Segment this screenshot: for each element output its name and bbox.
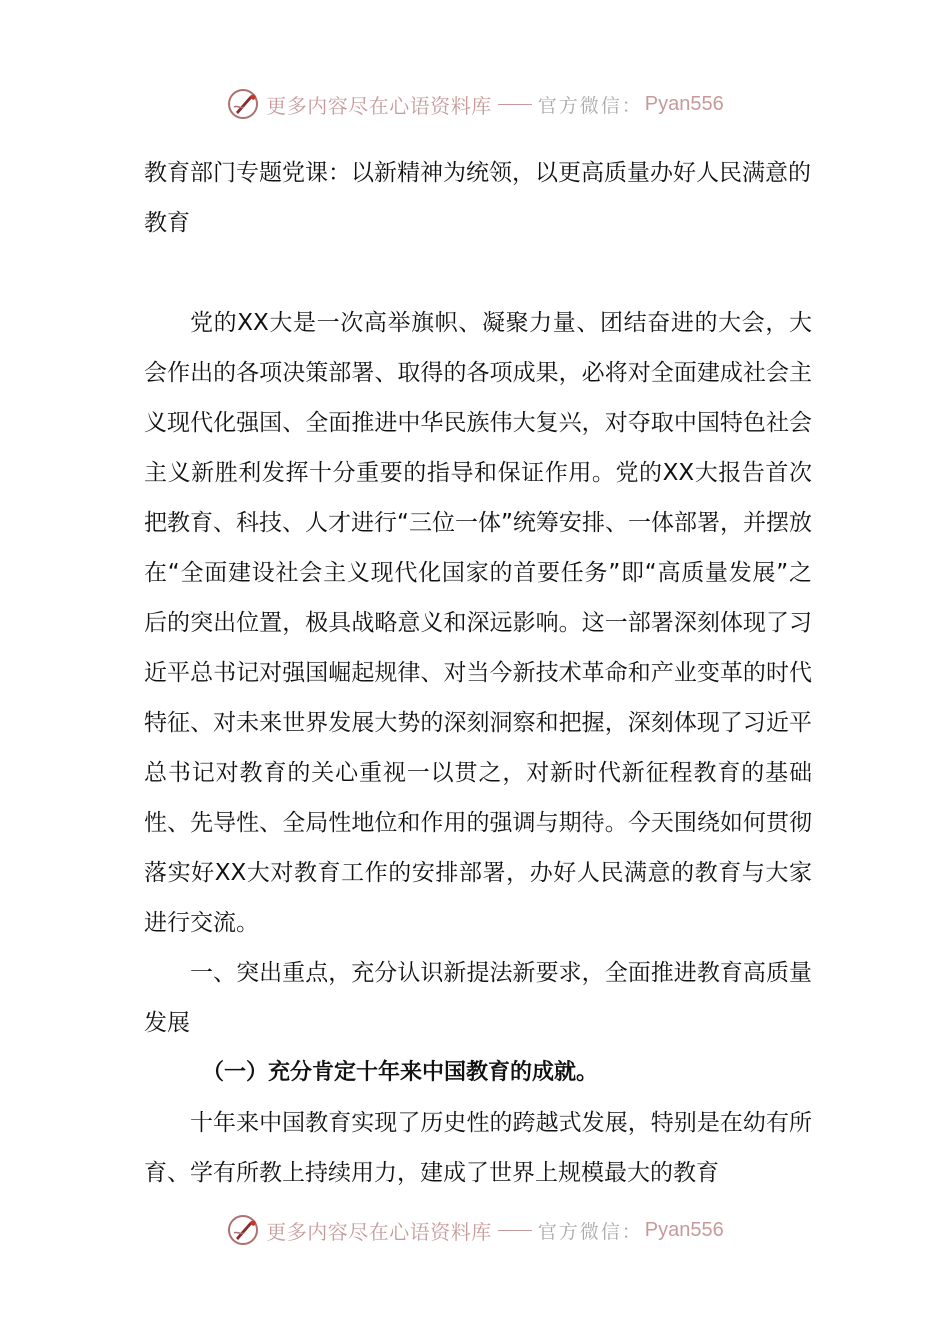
document-title: 教育部门专题党课：以新精神为统领，以更高质量办好人民满意的教育 xyxy=(144,160,811,236)
banner-text: 更多内容尽在心语资料库 xyxy=(266,1219,492,1244)
banner-label: 官方微信： xyxy=(537,1220,643,1243)
quill-logo-icon xyxy=(226,87,260,121)
footer-watermark-banner xyxy=(0,1210,950,1250)
section-heading: 一、突出重点，充分认识新提法新要求，全面推进教育高质量发展 xyxy=(144,960,812,1036)
paragraph-achievements: 十年来中国教育实现了历史性的跨越式发展，特别是在幼有所育、学有所教上持续用力，建成了世界上规模最大的教育 xyxy=(144,1110,812,1186)
subsection-heading: （一）充分肯定十年来中国教育的成就。 xyxy=(202,1060,599,1085)
banner-divider xyxy=(498,104,532,105)
paragraph-intro: 党的XX大是一次高举旗帜、凝聚力量、团结奋进的大会，大会作出的各项决策部署、取得的各项成果，必将对全面建成社会主义现代化强国、全面推进中华民族伟大复兴，对夺取中国特色社会主义新胜利发挥十分重要的指导和保证作用。党的XX大报告首次把教育、科技、人才进行“三位一体”统筹安排、一体部署，并摆放在“全面建设社会主义现代化国家的首要任务”即“高质量发展”之后的突出位置，极具战略意义和深远影响。这一部署深刻体现了习近平总书记对强国崛起规律、对当今新技术革命和产业变革的时代特征、对未来世界发展大势的深刻洞察和把握，深刻体现了习近平总书记对教育的关心重视一以贯之，对新时代新征程教育的基础性、先导性、全局性地位和作用的强调与期待。今天围绕如何贯彻落实好XX大对教育工作的安排部署，办好人民满意的教育与大家进行交流。 xyxy=(144,310,812,936)
banner-wechat-id: Pyan556 xyxy=(644,1218,724,1241)
banner-label: 官方微信： xyxy=(537,94,643,117)
banner-text: 更多内容尽在心语资料库 xyxy=(266,93,492,118)
title-spacer xyxy=(144,248,812,298)
header-watermark-banner xyxy=(0,84,950,124)
document-body xyxy=(144,148,812,1198)
banner-wechat-id: Pyan556 xyxy=(644,92,724,115)
banner-divider xyxy=(498,1230,532,1231)
quill-logo-icon xyxy=(226,1213,260,1247)
